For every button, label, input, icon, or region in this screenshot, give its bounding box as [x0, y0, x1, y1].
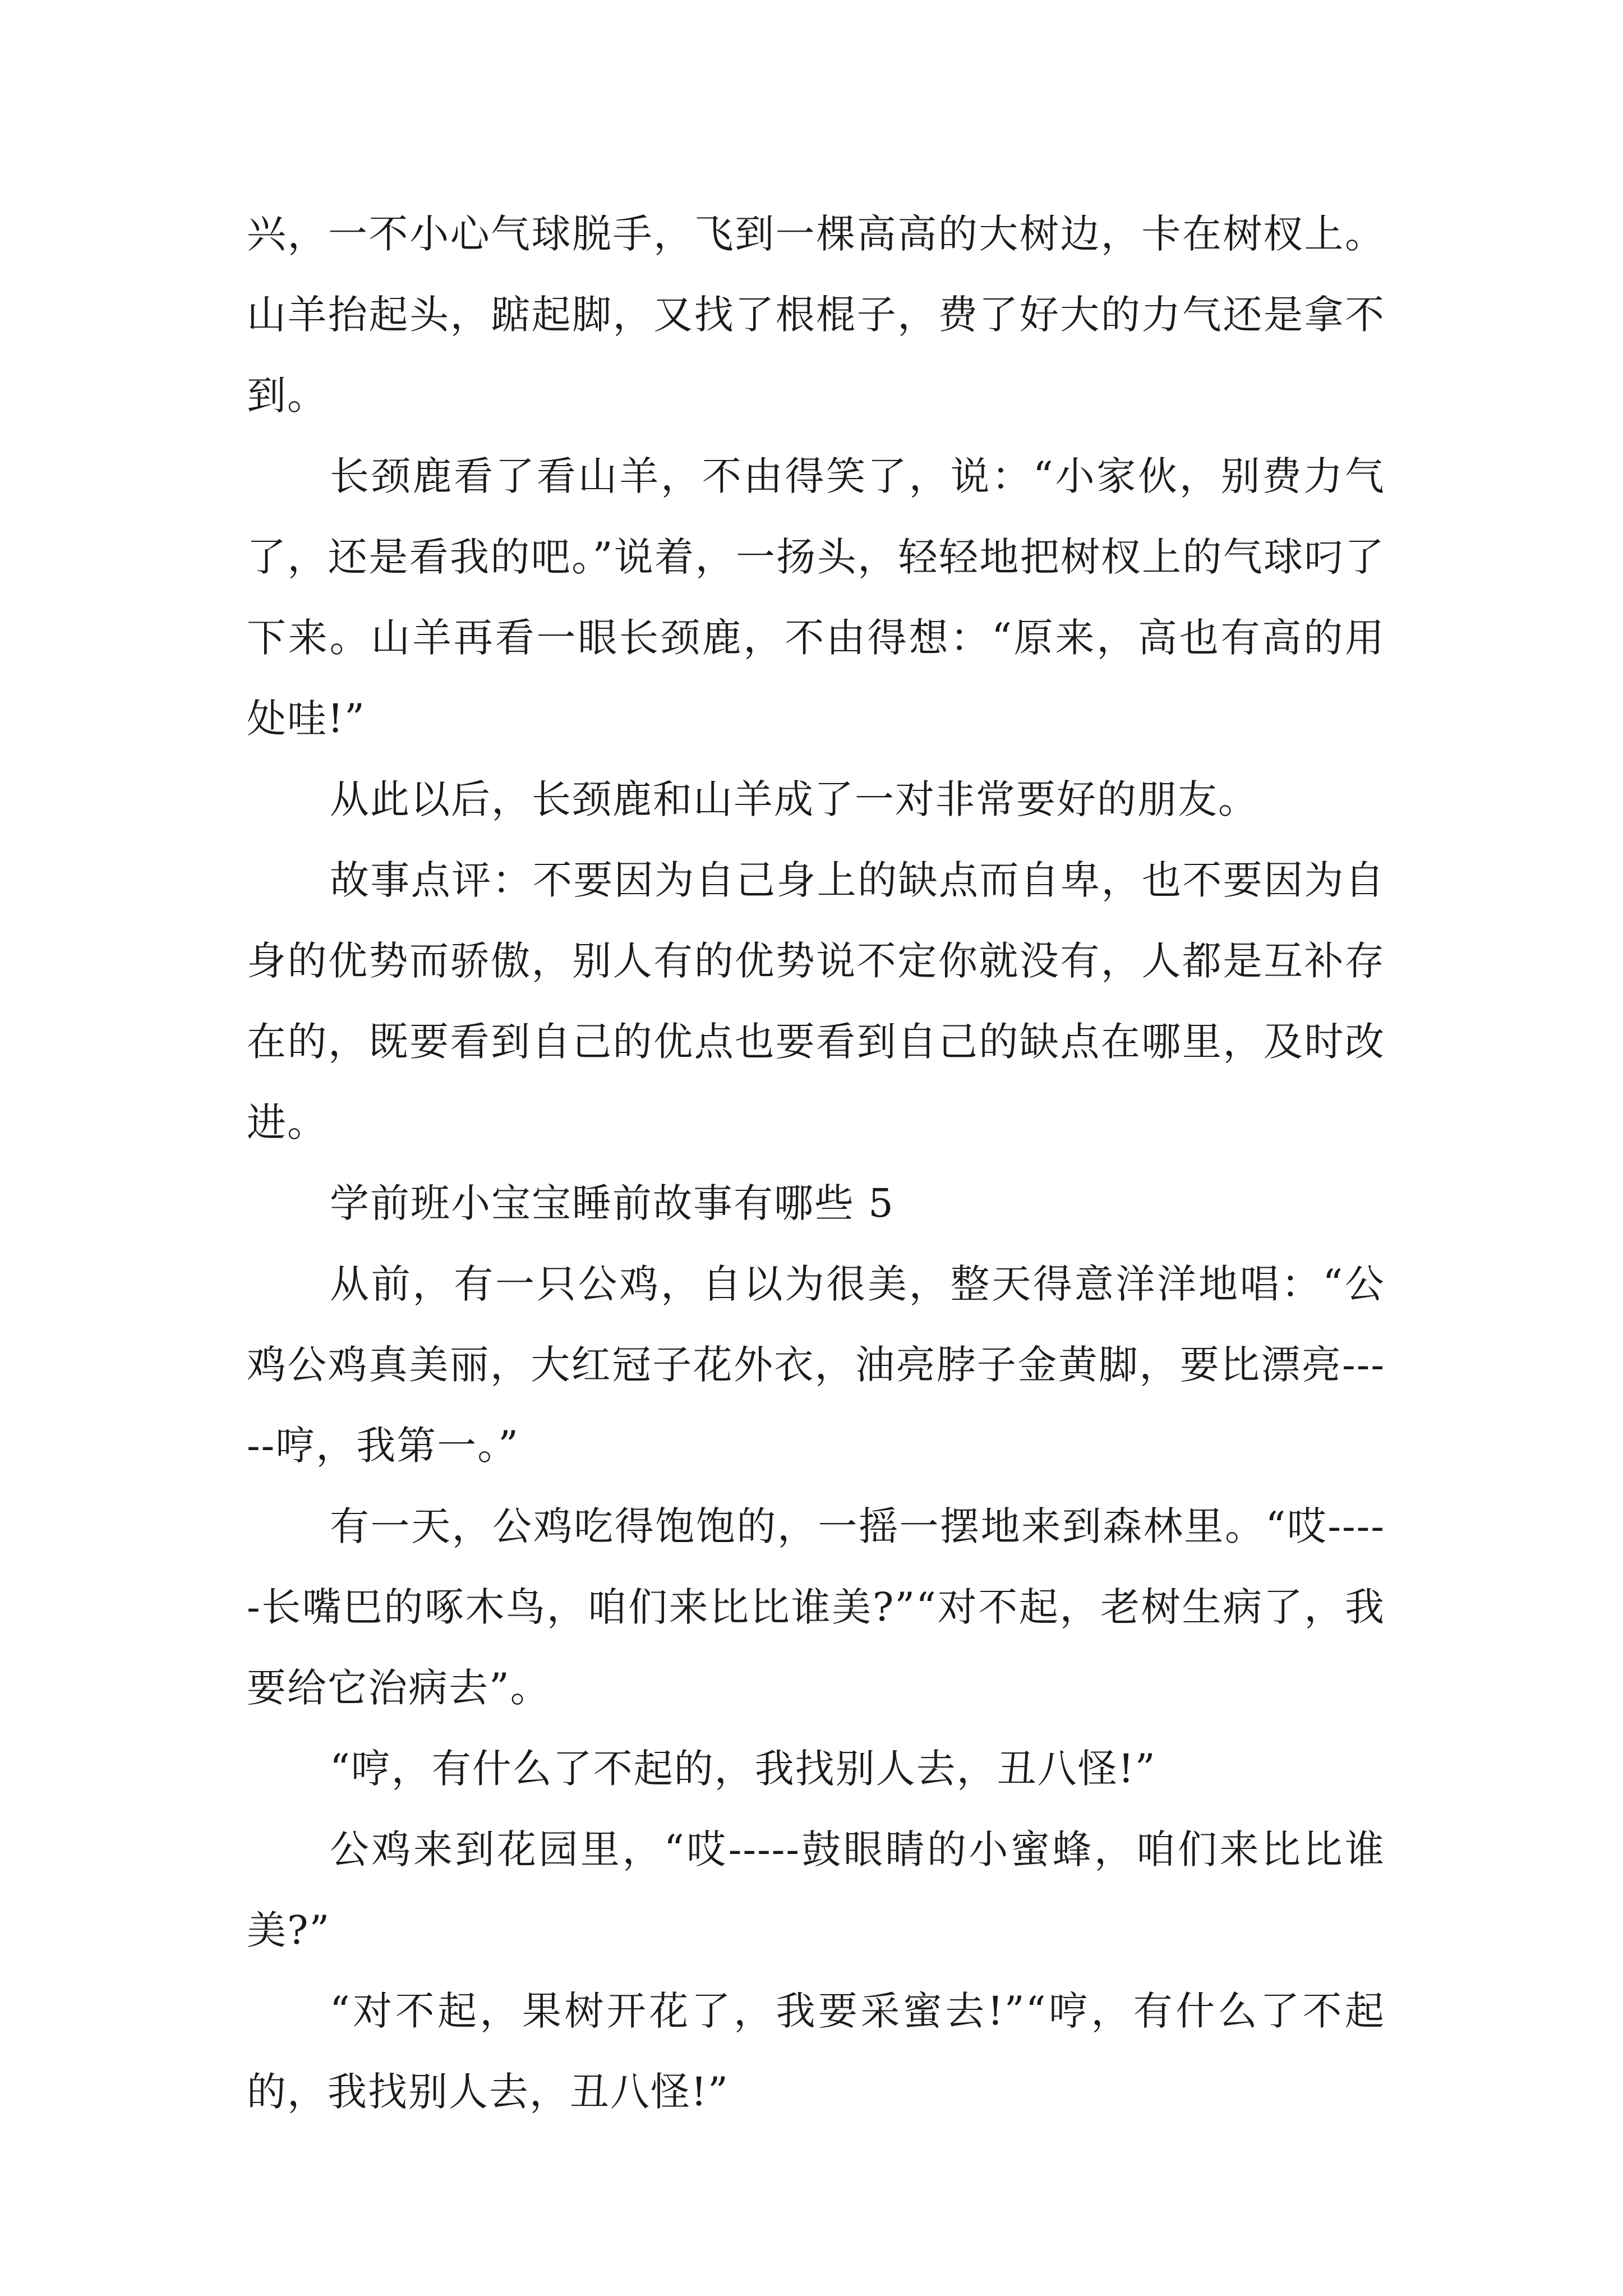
document-body — [247, 194, 1385, 2132]
paragraph-rooster-intro: 从前，有一只公鸡，自以为很美，整天得意洋洋地唱：“公鸡公鸡真美丽，大红冠子花外衣，油亮脖子金黄脚，要比漂亮-----哼，我第一。” — [247, 1261, 1385, 1469]
paragraph-continuation: 兴，一不小心气球脱手，飞到一棵高高的大树边，卡在树杈上。山羊抬起头，踮起脚，又找了根棍子，费了好大的力气还是拿不到。 — [247, 211, 1385, 418]
section-title: 学前班小宝宝睡前故事有哪些 5 — [330, 1180, 895, 1226]
paragraph-rooster-woodpecker: 有一天，公鸡吃得饱饱的，一摇一摆地来到森林里。“哎-----长嘴巴的啄木鸟，咱们来比比谁美?”“对不起，老树生病了，我要给它治病去”。 — [247, 1503, 1385, 1711]
paragraph-friends: 从此以后，长颈鹿和山羊成了一对非常要好的朋友。 — [330, 776, 1258, 822]
paragraph-rooster-retort-2: “对不起，果树开花了，我要采蜜去!”“哼，有什么了不起的，我找别人去，丑八怪!” — [247, 1988, 1385, 2115]
paragraph-story-comment: 故事点评：不要因为自己身上的缺点而自卑，也不要因为自身的优势而骄傲，别人有的优势说不定你就没有，人都是互补存在的，既要看到自己的优点也要看到自己的缺点在哪里，及时改进。 — [247, 857, 1385, 1145]
paragraph-rooster-retort-1: “哼，有什么了不起的，我找别人去，丑八怪!” — [330, 1746, 1156, 1792]
paragraph-rooster-bee: 公鸡来到花园里，“哎-----鼓眼睛的小蜜蜂，咱们来比比谁美?” — [247, 1826, 1385, 1953]
paragraph-giraffe-helps: 长颈鹿看了看山羊，不由得笑了，说：“小家伙，别费力气了，还是看我的吧。”说着，一扬头，轻轻地把树杈上的气球叼了下来。山羊再看一眼长颈鹿，不由得想：“原来，高也有高的用处哇!” — [247, 453, 1385, 742]
